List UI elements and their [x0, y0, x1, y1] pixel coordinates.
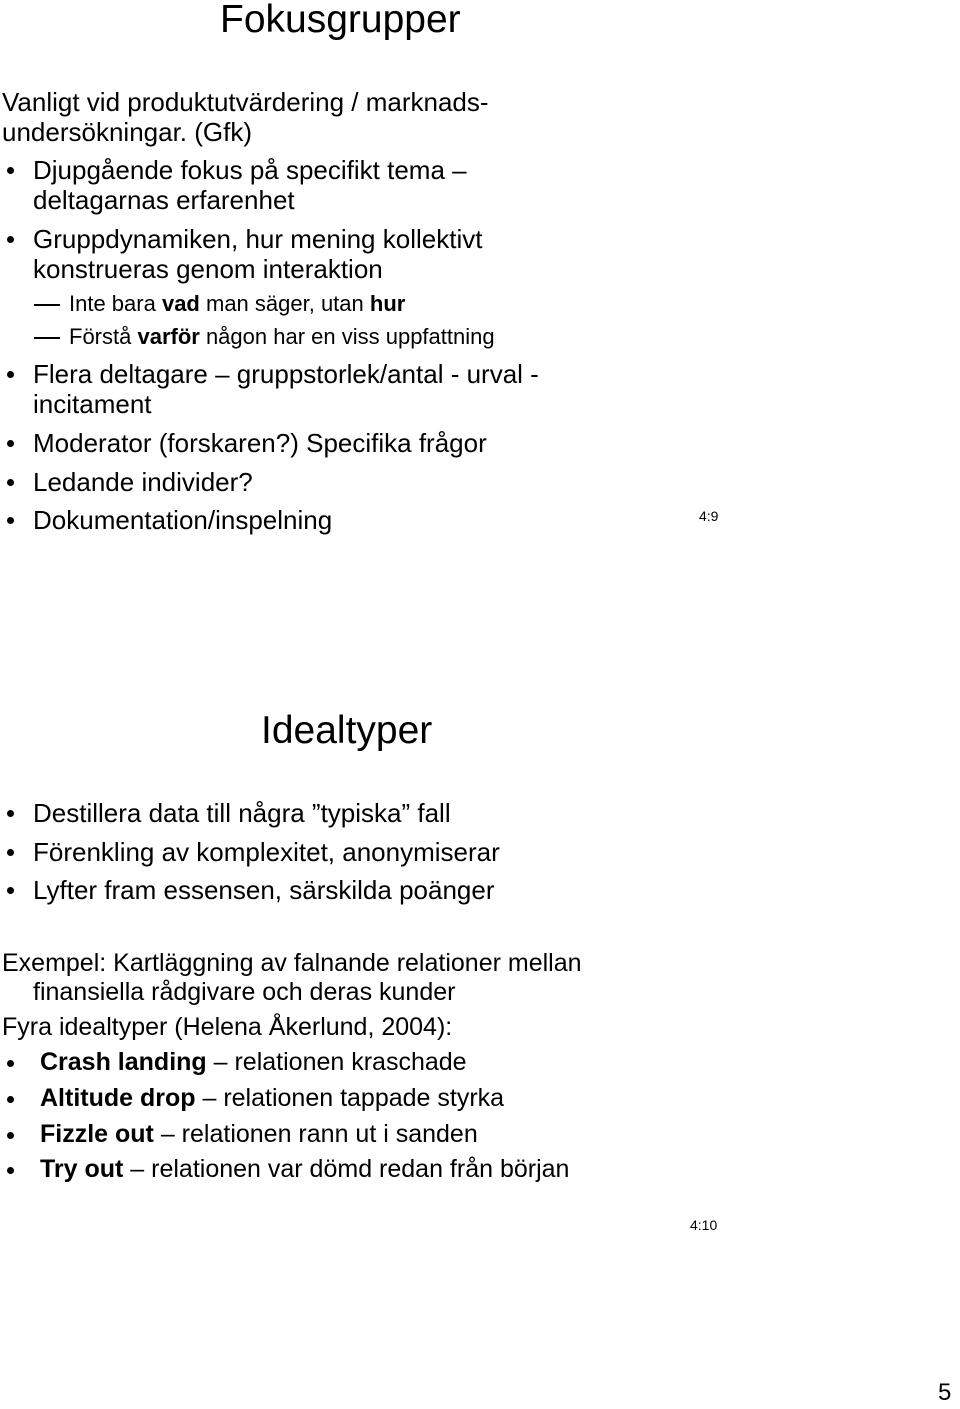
- bullet-icon: [7, 1167, 14, 1174]
- slide2-bullet2: Förenkling av komplexitet, anonymiserar: [33, 837, 500, 867]
- bullet-icon: [7, 810, 14, 817]
- slide1-title: Fokusgrupper: [220, 0, 461, 41]
- slide1-bullet2-line2: konstrueras genom interaktion: [33, 254, 383, 284]
- slide2-bullet1: Destillera data till några ”typiska” fall: [33, 798, 451, 828]
- bullet-icon: [7, 1132, 14, 1139]
- slide2-type-item: Fizzle out – relationen rann ut i sanden: [40, 1120, 478, 1148]
- slide2-number: 4:10: [690, 1217, 718, 1233]
- bullet-icon: [7, 517, 14, 524]
- slide1-sub-item2: Förstå varför någon har en viss uppfattning: [69, 324, 495, 349]
- dash-icon: [34, 337, 60, 339]
- bullet-icon: [7, 371, 14, 378]
- slide2-four-types: Fyra idealtyper (Helena Åkerlund, 2004):: [2, 1013, 453, 1041]
- slide1-bullet3-line1: Flera deltagare – gruppstorlek/antal - urval -: [33, 359, 539, 389]
- page-number: 5: [938, 1379, 952, 1406]
- slide1-bullet3-line2: incitament: [33, 389, 152, 419]
- slide1-bullet1-line1: Djupgående fokus på specifikt tema –: [33, 155, 467, 185]
- slide1-bullet4: Moderator (forskaren?) Specifika frågor: [33, 428, 487, 458]
- slide2-type-item: Altitude drop – relationen tappade styrka: [40, 1084, 505, 1112]
- bullet-icon: [7, 440, 14, 447]
- bullet-icon: [7, 887, 14, 894]
- dash-icon: [34, 304, 60, 306]
- slide1-sub-item1: Inte bara vad man säger, utan hur: [69, 291, 406, 316]
- slide1-bullet1-line2: deltagarnas erfarenhet: [33, 185, 295, 215]
- slide2-type-item: Crash landing – relationen kraschade: [40, 1048, 467, 1076]
- slide1-bullet2-line1: Gruppdynamiken, hur mening kollektivt: [33, 224, 483, 254]
- bullet-icon: [7, 479, 14, 486]
- slide1-number: 4:9: [699, 508, 719, 524]
- bullet-icon: [7, 849, 14, 856]
- slide2-bullet3: Lyfter fram essensen, särskilda poänger: [33, 875, 495, 905]
- slide1-intro-line1: Vanligt vid produktutvärdering / marknads-: [2, 87, 489, 117]
- bullet-icon: [7, 1096, 14, 1103]
- slide2-title: Idealtyper: [261, 709, 433, 752]
- bullet-icon: [7, 167, 14, 174]
- slide1-bullet5: Ledande individer?: [33, 467, 253, 497]
- slide1-intro-line2: undersökningar. (Gfk): [2, 117, 253, 147]
- slide2-example-line1: Exempel: Kartläggning av falnande relationer mellan: [2, 949, 582, 977]
- bullet-icon: [7, 236, 14, 243]
- slide2-type-item: Try out – relationen var dömd redan från början: [40, 1155, 570, 1183]
- bullet-icon: [7, 1060, 14, 1067]
- slide1-bullet6: Dokumentation/inspelning: [33, 505, 333, 535]
- slide2-example-line2: finansiella rådgivare och deras kunder: [33, 978, 456, 1006]
